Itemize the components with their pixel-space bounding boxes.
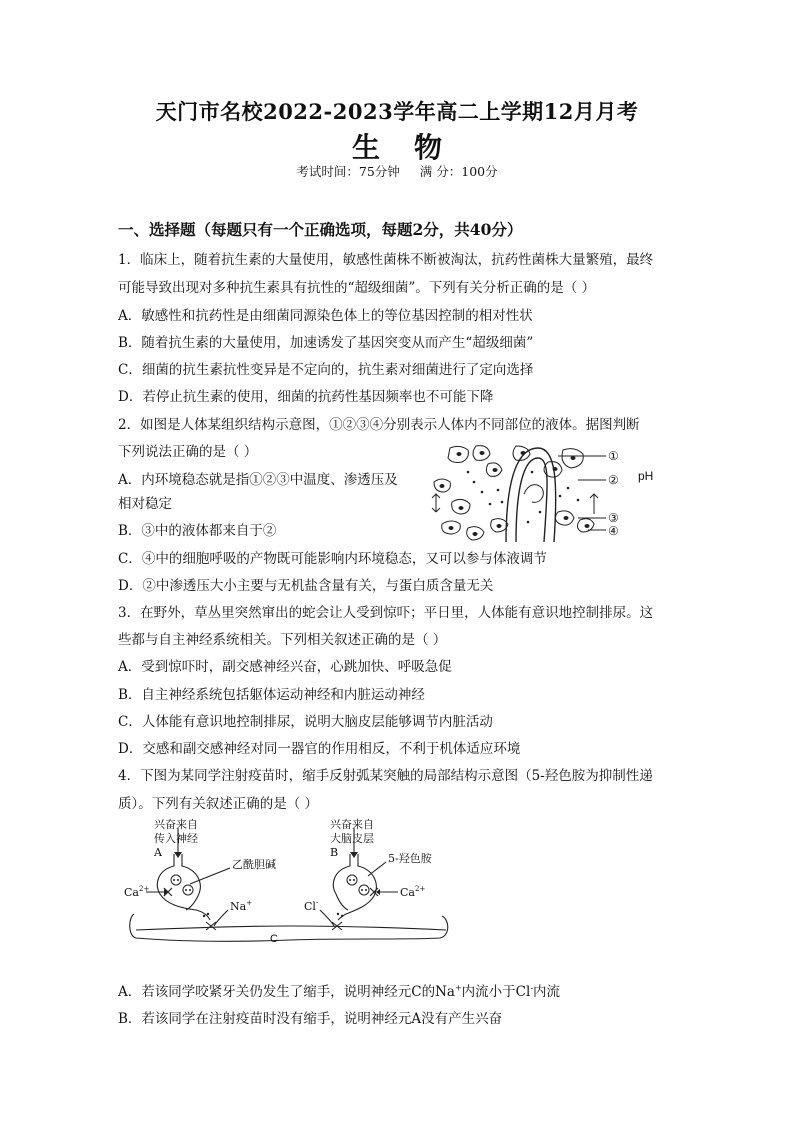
- subject-title: 生物: [351, 131, 476, 164]
- q4-option-a: A．若该同学咬紧牙关仍发生了缩手，说明神经元C的Na+内流小于Cl-内流: [118, 983, 561, 1000]
- q4-stem-line2: 质）。下列有关叙述正确的是（ ）: [118, 796, 319, 812]
- label-2: ②: [608, 473, 619, 487]
- exam-time: 考试时间：75分钟: [296, 164, 400, 179]
- q2-option-b: B．③中的液体都来自于②: [118, 523, 277, 539]
- label-ph: pH: [638, 469, 654, 483]
- label-3: ③: [608, 511, 619, 525]
- synapse-structure-diagram: [124, 818, 460, 950]
- q2-stem-line2: 下列说法正确的是（ ）: [118, 444, 258, 460]
- fig-left-source-line2: 传入神经: [154, 832, 198, 845]
- exam-title: 天门市名校2022-2023学年高二上学期12月月考: [155, 99, 639, 124]
- q1-option-d: D．若停止抗生素的使用，细菌的抗药性基因频率也不可能下降: [118, 389, 494, 405]
- fig-neuron-a: A: [154, 846, 162, 859]
- q3-option-c: C．人体能有意识地控制排尿，说明大脑皮层能够调节内脏活动: [118, 714, 493, 730]
- q1-stem-line2: 可能导致出现对多种抗生素具有抗性的“超级细菌”。下列有关分析正确的是（ ）: [118, 280, 596, 296]
- q2-option-a-line2: 相对稳定: [118, 496, 172, 512]
- fig-neuron-b: B: [330, 846, 339, 859]
- label-4: ④: [608, 524, 619, 538]
- q4-option-b: B．若该同学在注射疫苗时没有缩手，说明神经元A没有产生兴奋: [118, 1011, 503, 1027]
- q1-option-b: B．随着抗生素的大量使用，加速诱发了基因突变从而产生“超级细菌”: [118, 335, 534, 351]
- fig-left-source-line1: 兴奋来自: [154, 818, 198, 831]
- q3-stem-line2: 些都与自主神经系统相关。下列相关叙述正确的是（ ）: [118, 632, 447, 648]
- fig-right-source-line1: 兴奋来自: [330, 818, 374, 831]
- section-heading: 一、选择题（每题只有一个正确选项，每题2分，共40分）: [118, 220, 523, 239]
- q2-option-d: D．②中渗透压大小主要与无机盐含量有关，与蛋白质含量无关: [118, 578, 494, 594]
- q3-stem-line1: 3．在野外，草丛里突然窜出的蛇会让人受到惊吓；平日里，人体能有意识地控制排尿。这: [118, 605, 654, 621]
- q2-option-a-line1: A．内环境稳态就是指①②③中温度、渗透压及: [118, 472, 398, 488]
- label-1: ①: [608, 449, 619, 463]
- fig-neuron-c: C: [270, 933, 278, 945]
- q4-stem-line1: 4．下图为某同学注射疫苗时，缩手反射弧某突触的局部结构示意图（5-羟色胺为抑制性递: [118, 768, 653, 784]
- q1-option-a: A．敏感性和抗药性是由细菌同源染色体上的等位基因控制的相对性状: [118, 308, 533, 324]
- q3-option-b: B．自主神经系统包括躯体运动神经和内脏运动神经: [118, 687, 425, 703]
- tissue-structure-diagram: [428, 442, 678, 542]
- fig-cl: Cl-: [304, 899, 319, 913]
- q3-option-a: A．受到惊吓时，副交感神经兴奋，心跳加快、呼吸急促: [118, 659, 452, 675]
- q1-option-c: C．细菌的抗生素抗性变异是不定向的，抗生素对细菌进行了定向选择: [118, 362, 534, 378]
- fig-na: Na+: [230, 899, 253, 913]
- q2-option-c: C．④中的细胞呼吸的产物既可能影响内环境稳态，又可以参与体液调节: [118, 551, 547, 567]
- exam-meta: [0, 162, 794, 180]
- fig-ca-left: $Ca^{2+}$: [124, 885, 150, 899]
- q2-stem-line1: 2．如图是人体某组织结构示意图，①②③④分别表示人体内不同部位的液体。据图判断: [118, 417, 640, 433]
- q1-stem-line1: 1．临床上，随着抗生素的大量使用，敏感性菌株不断被淘汰，抗药性菌株大量繁殖，最终: [118, 252, 654, 268]
- q3-option-d: D．交感和副交感神经对同一器官的作用相反，不利于机体适应环境: [118, 741, 521, 757]
- fig-right-source-line2: 大脑皮层: [330, 832, 374, 845]
- fig-acetylcholine: 乙酰胆碱: [232, 858, 276, 871]
- fig-ca-right: $Ca^{2+}$: [400, 885, 426, 899]
- full-score: 满 分：100分: [419, 164, 498, 179]
- fig-serotonin: 5-羟色胺: [388, 852, 432, 865]
